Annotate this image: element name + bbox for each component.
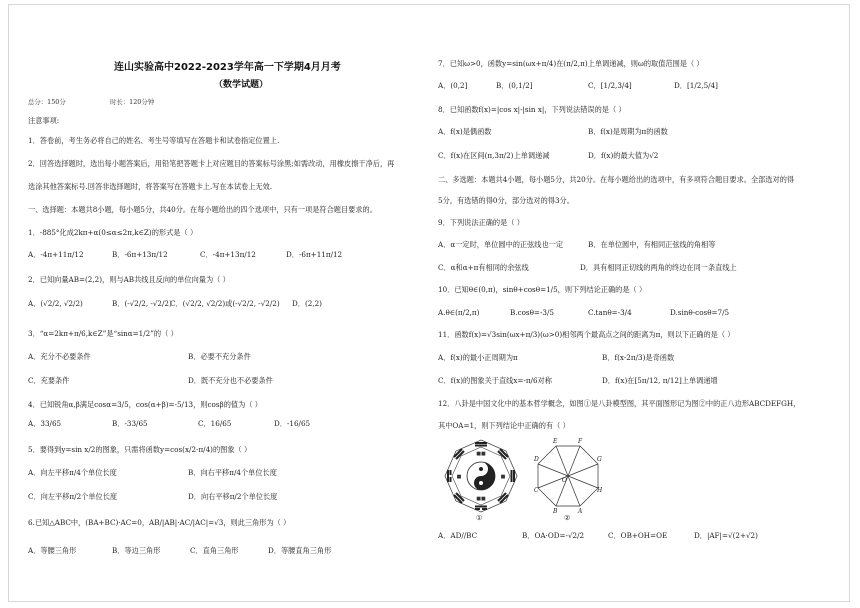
q3-option-b: B．必要不充分条件	[188, 352, 251, 361]
q11-stem: 11．函数f(x)=√3sin(ωx+π/3)(ω>0)相邻两个最高点之间的距离为π，则以下正确的是（ ）	[438, 330, 735, 339]
q2-option-d: D．(2,2)	[292, 299, 322, 308]
total-score: 总分：150分	[28, 98, 66, 106]
q11-option-a: A．f(x)的最小正周期为π	[438, 353, 518, 362]
q12-stem-1: 12．八卦是中国文化中的基本哲学概念，如图①是八卦模型图，其平面图形记为图②中的正八边形ABCDEFGH，	[438, 399, 801, 408]
q12-option-d: D．|AF|=√(2+√2)	[694, 531, 758, 540]
q8-stem: 8．已知函数f(x)=|cos x|-|sin x|，下列说法错误的是（ ）	[438, 105, 626, 114]
q4-option-c: C．16/65	[198, 419, 232, 428]
q11-option-c: C．f(x)的图象关于直线x=-π/6对称	[438, 376, 552, 385]
q3-option-c: C．充要条件	[28, 376, 70, 385]
q7-option-b: B．(0,1/2]	[496, 81, 533, 90]
q10-stem: 10．已知θ∈(0,π)，sinθ+cosθ=1/5，则下列结论正确的是（ ）	[438, 285, 647, 294]
notice-item-1: 1．答卷前，考生务必将自己的姓名、考生号等填写在答题卡和试卷指定位置上.	[28, 136, 280, 145]
q4-option-b: B．-33/65	[112, 419, 148, 428]
q10-option-c: C.tanθ=-3/4	[588, 308, 632, 317]
q3-option-d: D．既不充分也不必要条件	[188, 376, 273, 385]
figure-1-label: ①	[476, 513, 483, 522]
q6-option-a: A．等腰三角形	[28, 546, 77, 555]
exam-title: 连山实验高中2022-2023学年高一下学期4月月考	[114, 62, 341, 73]
octagon-figure	[534, 432, 602, 516]
q9-stem: 9．下列说法正确的是（ ）	[438, 218, 524, 227]
q3-option-a: A．充分不必要条件	[28, 352, 91, 361]
vertex-label-e: E	[553, 438, 558, 445]
svg-text:■■: ■■	[476, 451, 486, 457]
q1-option-d: D．-6π+11π/12	[286, 250, 343, 259]
q2-option-c: C．(√2/2, √2/2)或(-√2/2, -√2/2)	[170, 299, 280, 308]
notice-heading: 注意事项:	[28, 116, 60, 125]
exam-time: 时长：120分钟	[110, 98, 155, 106]
q12-option-c: C．OB+OH=OE	[608, 531, 668, 540]
vertex-label-a: A	[578, 508, 583, 515]
q11-option-d: D．f(x)在[5π/12, π/12]上单调递增	[602, 376, 718, 385]
q7-option-a: A．(0,2]	[438, 81, 468, 90]
q1-option-c: C．-4π+13π/12	[200, 250, 256, 259]
q5-option-a: A．向左平移π/4个单位长度	[28, 468, 117, 477]
figure-2-label: ②	[564, 513, 571, 522]
q10-option-d: D.sinθ-cosθ=7/5	[670, 308, 730, 317]
svg-text:■■: ■■	[476, 496, 486, 502]
notice-item-2b: 选涂其他答案标号.回答非选择题时，将答案写在答题卡上.写在本试卷上无效.	[28, 182, 273, 191]
vertex-label-o: O	[562, 477, 567, 484]
q12-option-b: B．OA·OD=-√2/2	[522, 531, 585, 540]
vertex-label-g: G	[597, 456, 602, 463]
q9-option-b: B．在单位圆中，有相同正弦线的角相等	[588, 240, 716, 249]
section-2-line-2: 5分，有选错的得0分，部分选对的得3分。	[438, 196, 574, 205]
q6-option-c: C．直角三角形	[190, 546, 239, 555]
q2-stem: 2．已知向量AB=(2,2)，则与AB共线且反向的单位向量为（ ）	[28, 275, 230, 284]
section-2-line-1: 二、多选题：本题共4小题，每小题5分，共20分。在每小题给出的选项中，有多项符合题目要求。全部选对的得	[438, 175, 795, 184]
q9-option-c: C．α和α+π有相同的余弦线	[438, 263, 529, 272]
q11-option-b: B．f(x-2π/3)是奇函数	[602, 353, 675, 362]
q2-option-b: B．(-√2/2, -√2/2)	[112, 299, 172, 308]
q5-stem: 5．要得到y=sin x/2的图象，只需将函数y=cos(x/2-π/4)的图象（ ）	[28, 445, 252, 454]
q5-option-c: C．向左平移π/2个单位长度	[28, 492, 118, 501]
section-1-heading: 一、选择题：本题共8小题，每小题5分，共40分。在每小题给出的四个选项中，只有一项是符合题目要求的。	[28, 205, 377, 214]
q10-option-a: A.θ∈(π/2,π)	[438, 308, 480, 317]
q6-option-d: D．等腰直角三角形	[268, 546, 332, 555]
vertex-label-c: C	[534, 487, 539, 494]
notice-item-2a: 2．回答选择题时，选出每小题答案后，用铅笔把答题卡上对应题目的答案标号涂黑;如需改动，用橡皮擦干净后，再	[28, 159, 395, 168]
vertex-label-h: H	[597, 487, 602, 494]
vertex-label-b: B	[553, 508, 558, 515]
q9-option-a: A．α一定时，单位圆中的正弦线也一定	[438, 240, 564, 249]
q6-option-b: B．等边三角形	[112, 546, 161, 555]
q5-option-b: B．向右平移π/4个单位长度	[188, 468, 277, 477]
q4-option-a: A．33/65	[28, 419, 62, 428]
svg-text:■: ■	[500, 474, 506, 480]
q2-option-a: A．(√2/2, √2/2)	[28, 299, 83, 308]
vertex-label-f: F	[578, 438, 583, 445]
q1-option-a: A．-4π+11π/12	[28, 250, 84, 259]
vertex-label-d: D	[534, 456, 539, 463]
q3-stem: 3．“α=2kπ+π/6,k∈Z”是“sinα=1/2”的（ ）	[28, 329, 178, 338]
q4-stem: 4．已知锐角α,β满足cosα=3/5，cos(α+β)=-5/13，则cosβ的值为（ ）	[28, 400, 262, 409]
q1-option-b: B．-6π+13π/12	[112, 250, 168, 259]
q10-option-b: B.cosθ=-3/5	[510, 308, 554, 317]
q4-option-d: D．-16/65	[274, 419, 311, 428]
q12-option-a: A．AD//BC	[438, 531, 478, 540]
q7-stem: 7．已知ω>0，函数y=sin(ωx+π/4)在(π/2,π)上单调递减，则ω的取值范围是（ ）	[438, 59, 704, 68]
q8-option-b: B．f(x)是周期为π的函数	[588, 127, 668, 136]
bagua-model-figure	[438, 438, 524, 514]
q1-stem: 1．-885°化成2kπ+α(0≤α≤2π,k∈Z)的形式是（ ）	[28, 228, 198, 237]
exam-subtitle: （数学试题）	[214, 80, 269, 90]
svg-text:■: ■	[456, 474, 462, 480]
q8-option-d: D．f(x)的最大值为√2	[588, 151, 659, 160]
q8-option-a: A．f(x)是偶函数	[438, 127, 492, 136]
q7-option-d: D．[1/2,5/4]	[674, 81, 718, 90]
q5-option-d: D．向右平移π/2个单位长度	[188, 492, 278, 501]
q6-stem: 6.已知△ABC中，(BA+BC)·AC=0，AB/|AB|·AC/|AC|=√3，则此三角形为（ ）	[28, 518, 291, 527]
q7-option-c: C．[1/2,3/4]	[588, 81, 632, 90]
q9-option-d: D．具有相同正切线的两角的终边在同一条直线上	[580, 263, 737, 272]
q8-option-c: C．f(x)在区间(π,3π/2)上单调递减	[438, 151, 550, 160]
q12-stem-2: 其中OA=1，则下列结论中正确的有（ ）	[438, 421, 570, 430]
